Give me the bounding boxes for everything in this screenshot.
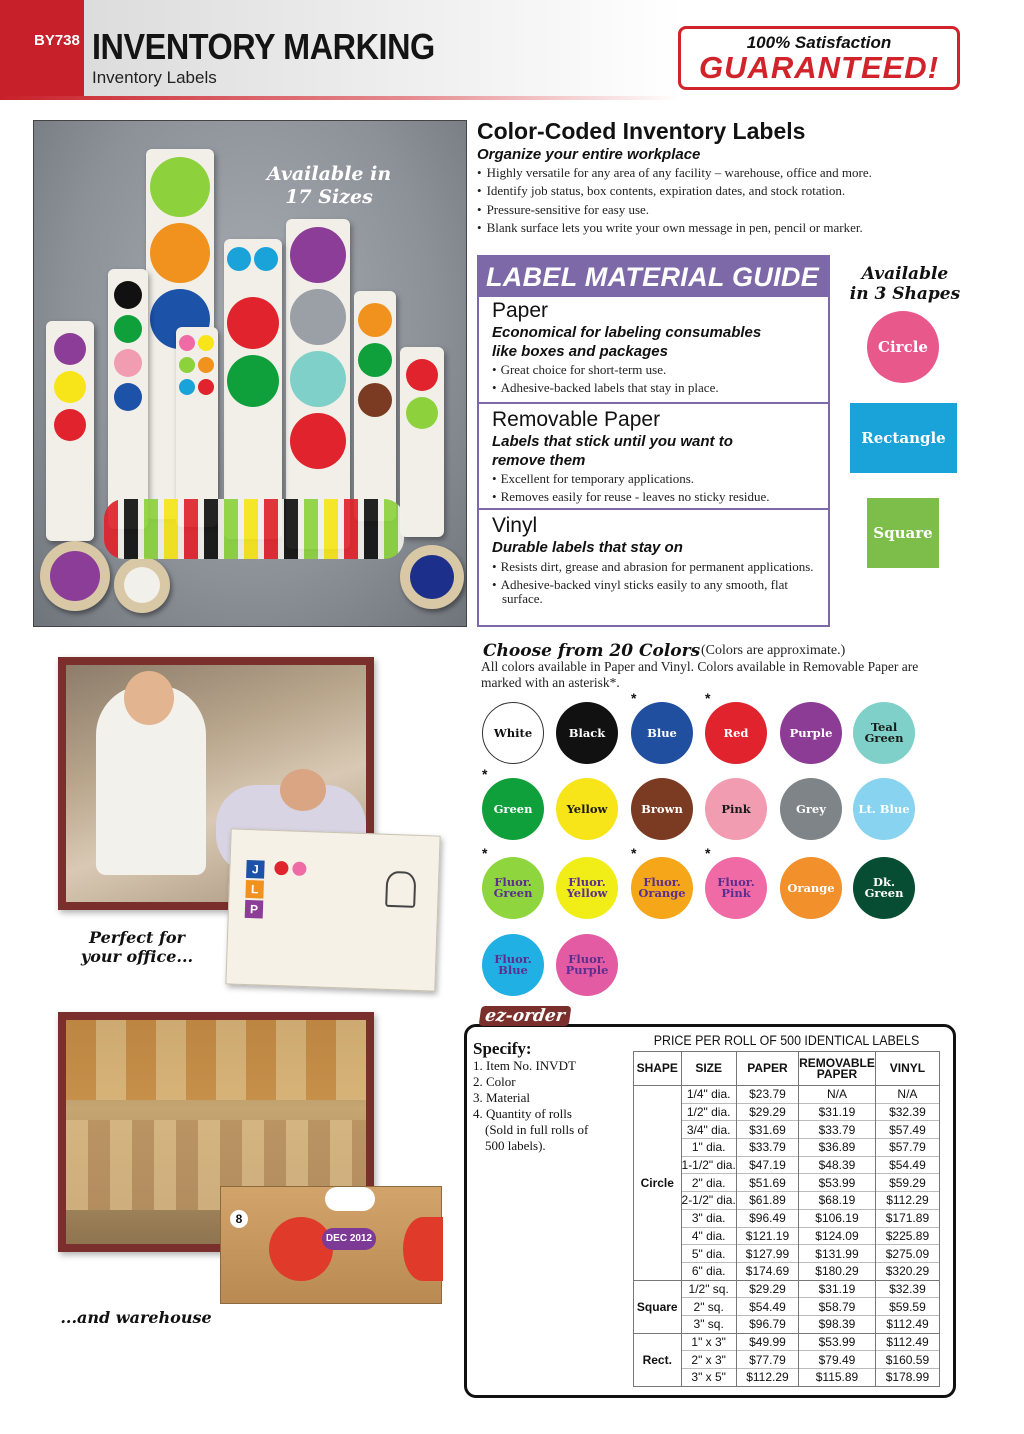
guide-paper (479, 297, 828, 403)
guarantee-main: GUARANTEED! (698, 50, 940, 85)
specify-list (473, 1058, 588, 1154)
box-number-label: 8 (230, 1210, 248, 1228)
price-table-title: PRICE PER ROLL OF 500 IDENTICAL LABELS (653, 1033, 920, 1048)
material-guide (477, 255, 830, 627)
table-cell: $57.49 (875, 1121, 939, 1139)
table-cell: $54.49 (875, 1156, 939, 1174)
table-cell: 1/2" dia. (681, 1103, 736, 1121)
table-cell: $112.29 (736, 1369, 798, 1387)
table-cell: 1-1/2" dia. (681, 1158, 736, 1173)
list-item: 500 labels). (485, 1138, 546, 1153)
roll (108, 269, 148, 529)
guide-vinyl-title: Vinyl (492, 514, 538, 537)
table-cell: 1" dia. (681, 1139, 736, 1157)
colors-title: Choose from 20 Colors (483, 641, 701, 661)
roll (224, 239, 282, 539)
table-cell: 6" dia. (681, 1262, 736, 1280)
table-cell: 1" x 3" (681, 1333, 736, 1351)
roll (400, 347, 444, 537)
table-cell: $112.49 (875, 1315, 939, 1333)
table-cell: $29.29 (736, 1280, 798, 1298)
table-cell: $121.19 (736, 1227, 798, 1245)
table-cell: 3/4" dia. (681, 1121, 736, 1139)
catalog-code: BY738 (34, 32, 80, 49)
table-cell: 2" dia. (681, 1174, 736, 1192)
header-code-block (0, 0, 84, 98)
list-item: • Excellent for temporary applications. (492, 472, 822, 486)
col-header: PAPER (736, 1052, 798, 1086)
table-row (634, 1280, 940, 1298)
table-cell: $225.89 (875, 1227, 939, 1245)
table-cell: N/A (799, 1086, 876, 1104)
color-swatch: Lt. Blue (853, 778, 915, 840)
list-item: 1. Item No. INVDT (473, 1058, 576, 1073)
roll (400, 545, 464, 609)
color-swatch: Fluor. Orange (631, 857, 693, 919)
table-cell: $124.09 (799, 1227, 876, 1245)
medical-folder: J L P (225, 828, 440, 991)
table-row (634, 1333, 940, 1351)
guide-paper-bullets (492, 363, 822, 399)
ez-order-badge: ez-order (479, 1006, 572, 1026)
table-cell: $32.39 (875, 1103, 939, 1121)
table-cell: $53.99 (799, 1174, 876, 1192)
table-cell: $98.39 (799, 1315, 876, 1333)
table-cell: $61.89 (736, 1192, 798, 1210)
table-cell: $68.19 (799, 1192, 876, 1210)
color-swatch: Fluor. Purple (556, 934, 618, 996)
asterisk-mark: * (631, 845, 637, 861)
table-cell: 2" sq. (681, 1298, 736, 1316)
table-cell: $178.99 (875, 1369, 939, 1387)
table-cell: $33.79 (736, 1139, 798, 1157)
guide-heading: LABEL MATERIAL GUIDE (479, 257, 828, 297)
asterisk-mark: * (482, 766, 488, 782)
table-cell: $36.89 (799, 1139, 876, 1157)
table-cell: $174.69 (736, 1262, 798, 1280)
intro-bullets (477, 164, 872, 237)
list-item: 3. Material (473, 1090, 531, 1105)
table-cell: $106.19 (799, 1209, 876, 1227)
guide-paper-subtitle: Economical for labeling consumables like boxes and packages (492, 324, 762, 360)
price-table (633, 1051, 940, 1387)
color-swatch: Fluor. Green (482, 857, 544, 919)
roll (114, 557, 170, 613)
guide-removable (479, 402, 828, 510)
guide-paper-title: Paper (492, 299, 549, 322)
table-cell: $160.59 (875, 1351, 939, 1369)
col-header: SIZE (681, 1052, 736, 1086)
office-caption: Perfect for your office... (80, 928, 194, 966)
header-rule (0, 96, 680, 100)
label-rolls-photo (33, 120, 467, 627)
table-cell: $49.99 (736, 1333, 798, 1351)
table-cell: $127.99 (736, 1245, 798, 1263)
table-cell: $180.29 (799, 1262, 876, 1280)
table-cell: $57.79 (875, 1139, 939, 1157)
color-swatch: Grey (780, 778, 842, 840)
guarantee-top: 100% Satisfaction (746, 33, 892, 52)
table-cell: $171.89 (875, 1209, 939, 1227)
color-swatch: Pink (705, 778, 767, 840)
table-cell: $47.19 (736, 1156, 798, 1174)
table-cell: $131.99 (799, 1245, 876, 1263)
list-item: • Resists dirt, grease and abrasion for permanent applications. (492, 560, 822, 574)
asterisk-mark: * (705, 845, 711, 861)
asterisk-mark: * (705, 690, 711, 706)
shapes-title: Available in 3 Shapes (849, 264, 961, 304)
roll (40, 541, 110, 611)
roll (354, 291, 396, 521)
color-swatch: Red (705, 702, 767, 764)
list-item: • Removes easily for reuse - leaves no sticky residue. (492, 490, 822, 504)
asterisk-mark: * (631, 690, 637, 706)
list-item: • Adhesive-backed vinyl sticks easily to any smooth, flat surface. (492, 578, 822, 606)
color-swatch: Dk. Green (853, 857, 915, 919)
guarantee-badge (678, 26, 960, 90)
table-cell: $275.09 (875, 1245, 939, 1263)
color-swatch: Green (482, 778, 544, 840)
list-item: 4. Quantity of rolls (473, 1106, 572, 1121)
guide-vinyl (479, 508, 828, 625)
asterisk-mark: * (482, 845, 488, 861)
color-swatch: Fluor. Blue (482, 934, 544, 996)
table-cell: $54.49 (736, 1298, 798, 1316)
guide-vinyl-subtitle: Durable labels that stay on (492, 539, 683, 556)
table-cell: 3" x 5" (681, 1369, 736, 1387)
table-cell: $29.29 (736, 1103, 798, 1121)
table-cell: $115.89 (799, 1369, 876, 1387)
list-item: (Sold in full rolls of (485, 1122, 589, 1137)
table-cell: $59.59 (875, 1298, 939, 1316)
color-swatch: Teal Green (853, 702, 915, 764)
guide-vinyl-bullets (492, 560, 822, 610)
table-row (634, 1086, 940, 1104)
colors-description: All colors available in Paper and Vinyl. Colors available in Removable Paper are marked with an asterisk*. (481, 659, 919, 690)
table-cell: $31.19 (799, 1103, 876, 1121)
color-swatch: Black (556, 702, 618, 764)
roll (176, 327, 218, 527)
list-item: • Identify job status, box contents, expiration dates, and stock rotation. (477, 182, 872, 200)
table-header-row (634, 1052, 940, 1086)
shape-cell: Circle (634, 1086, 682, 1281)
list-item: • Great choice for short-term use. (492, 363, 822, 377)
colors-note: (Colors are approximate.) (701, 643, 846, 658)
table-cell: $33.79 (799, 1121, 876, 1139)
intro-subtitle: Organize your entire workplace (477, 146, 701, 163)
roll (46, 321, 94, 541)
table-cell: $96.79 (736, 1315, 798, 1333)
list-item: • Blank surface lets you write your own message in pen, pencil or marker. (477, 219, 872, 237)
table-cell: $48.39 (799, 1156, 876, 1174)
color-swatch: White (482, 702, 544, 764)
col-header: SHAPE (634, 1052, 682, 1086)
table-cell: $32.39 (875, 1280, 939, 1298)
color-swatch: Brown (631, 778, 693, 840)
table-cell: $53.99 (799, 1333, 876, 1351)
color-swatch: Fluor. Pink (705, 857, 767, 919)
specify-title: Specify: (473, 1039, 532, 1058)
shape-cell: Rect. (634, 1333, 682, 1386)
color-swatch: Purple (780, 702, 842, 764)
guide-removable-subtitle: Labels that stick until you want to remove them (492, 433, 733, 469)
table-cell: $112.29 (875, 1192, 939, 1210)
color-swatch: Fluor. Yellow (556, 857, 618, 919)
list-item: • Highly versatile for any area of any facility – warehouse, office and more. (477, 164, 872, 182)
table-cell: 3" sq. (681, 1315, 736, 1333)
table-cell: 1/2" sq. (681, 1280, 736, 1298)
list-item: • Pressure-sensitive for easy use. (477, 201, 872, 219)
table-cell: 2-1/2" dia. (681, 1193, 736, 1208)
table-cell: $96.49 (736, 1209, 798, 1227)
table-cell: $79.49 (799, 1351, 876, 1369)
table-cell: $112.49 (875, 1333, 939, 1351)
table-cell: N/A (875, 1086, 939, 1104)
table-cell: $59.29 (875, 1174, 939, 1192)
shape-rectangle: Rectangle (850, 403, 957, 473)
table-cell: $58.79 (799, 1298, 876, 1316)
table-cell: $51.69 (736, 1174, 798, 1192)
unrolled-labels (104, 499, 404, 559)
color-swatch: Orange (780, 857, 842, 919)
shape-square: Square (867, 498, 939, 568)
caduceus-icon (385, 871, 416, 908)
table-cell: $77.79 (736, 1351, 798, 1369)
guide-removable-title: Removable Paper (492, 408, 661, 431)
table-cell: 1/4" dia. (681, 1086, 736, 1104)
col-header: REMOVABLE PAPER (799, 1052, 876, 1086)
table-cell: 5" dia. (681, 1245, 736, 1263)
shape-circle: Circle (867, 311, 939, 383)
table-cell: $31.19 (799, 1280, 876, 1298)
table-cell: $320.29 (875, 1262, 939, 1280)
intro-title: Color-Coded Inventory Labels (477, 118, 806, 144)
table-cell: 3" dia. (681, 1209, 736, 1227)
list-item: • Adhesive-backed labels that stay in place. (492, 381, 822, 395)
table-cell: $23.79 (736, 1086, 798, 1104)
guide-removable-bullets (492, 472, 822, 508)
shape-cell: Square (634, 1280, 682, 1333)
color-swatch: Yellow (556, 778, 618, 840)
list-item: 2. Color (473, 1074, 516, 1089)
box-date-label: DEC 2012 (322, 1228, 376, 1250)
page-subtitle: Inventory Labels (92, 68, 217, 87)
warehouse-caption: ...and warehouse (60, 1308, 212, 1327)
table-cell: 2" x 3" (681, 1351, 736, 1369)
color-swatch: Blue (631, 702, 693, 764)
page-title: INVENTORY MARKING (92, 26, 435, 67)
hero-caption: Available in 17 Sizes (266, 163, 392, 208)
table-cell: 4" dia. (681, 1227, 736, 1245)
table-cell: $31.69 (736, 1121, 798, 1139)
col-header: VINYL (875, 1052, 939, 1086)
